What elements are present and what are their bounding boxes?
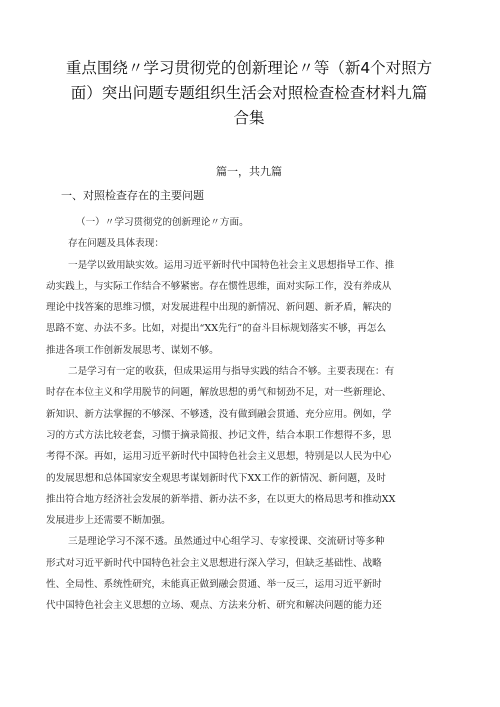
paragraph-line: 动实践上，与实际工作结合不够紧密。存在惯性思维，面对实际工作，没有养成从 — [46, 280, 392, 292]
paragraph-line: 考得不深。再如，运用习近平新时代中国特色社会主义思想，特别是以人民为中心 — [46, 451, 392, 463]
paragraph-2 — [46, 361, 452, 531]
paragraph-line: 推出符合地方经济社会发展的新举措、新办法不多，在以更大的格局思考和推动XX — [46, 493, 396, 505]
paragraph-line: 形式对习近平新时代中国特色社会主义思想进行深入学习，但缺乏基础性、战略 — [46, 557, 382, 569]
paragraph-line: 理论中找答案的思维习惯，对发展进程中出现的新情况、新问题、新矛盾，解决的 — [46, 302, 392, 314]
paragraph-3 — [46, 531, 452, 616]
paragraph-line: 新知识、新方法掌握的不够深、不够透，没有做到融会贯通、充分应用。例如，学 — [46, 408, 392, 420]
document-body — [46, 212, 452, 617]
title-line: 合集 — [233, 109, 265, 127]
paragraph-line: 性、全局性、系统性研究，未能真正做到融会贯通、举一反三，运用习近平新时 — [46, 579, 382, 591]
paragraph-1 — [46, 255, 452, 361]
paragraph-line: 一是学以致用缺实效。运用习近平新时代中国特色社会主义思想指导工作、推 — [68, 259, 395, 271]
paragraph-line: 时存在本位主义和学用脱节的问题，解放思想的勇气和韧劲不足，对一些新理论、 — [46, 387, 392, 399]
paragraph-line: 思路不宽、办法不多。比如，对提出“XX先行”的奋斗目标规划落实不够，再怎么 — [46, 323, 387, 335]
paragraph-line: 二是学习有一定的收获，但成果运用与指导实践的结合不够。主要表现在：有 — [68, 366, 395, 378]
paragraph-line: 代中国特色社会主义思想的立场、观点、方法来分析、研究和解决问题的能力还 — [46, 600, 382, 612]
section-heading: 一、对照检查存在的主要问题 — [61, 189, 204, 202]
title-line: 面）突出问题专题组织生活会对照检查检查材料九篇 — [70, 84, 428, 102]
paragraph-line: 习的方式方法比较老套，习惯于摘录简报、抄记文件，结合本职工作想得不多，思 — [46, 429, 392, 441]
document-title — [46, 0, 452, 131]
intro-text: 存在问题及具体表现： — [68, 238, 164, 250]
part-heading: 篇一，共九篇 — [216, 165, 282, 178]
paragraph-line: 三是理论学习不深不透。虽然通过中心组学习、专家授课、交流研讨等多种 — [68, 536, 385, 548]
paragraph-line: 发展进步上还需要不断加强。 — [46, 515, 171, 527]
subsection-heading: （一）〃学习贯彻党的创新理论〃方面。 — [76, 217, 249, 228]
paragraph-line: 的发展思想和总体国家安全观思考谋划新时代下XX工作的新情况、新问题，及时 — [46, 472, 386, 484]
title-line: 重点围绕〃学习贯彻党的创新理论〃等（新4个对照方 — [65, 59, 433, 77]
paragraph-line: 推进各项工作创新发展思考、谋划不够。 — [46, 344, 219, 356]
